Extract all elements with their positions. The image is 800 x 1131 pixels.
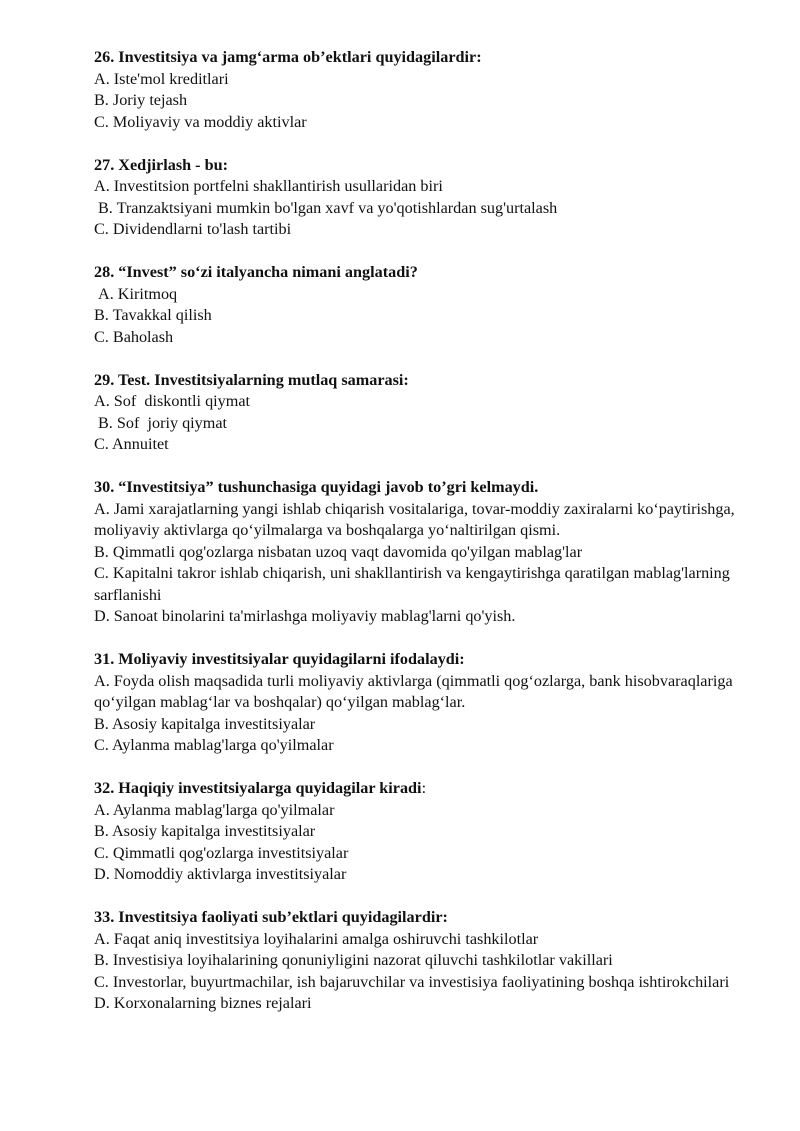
answer-option-b: B. Sof joriy qiymat bbox=[98, 413, 228, 432]
answer-option-c: C. Investorlar, buyurtmachilar, ish bajaruvchilar va investisiya faoliyatining boshqa ishtirokchilari bbox=[94, 972, 730, 991]
answer-option-a: A. Iste'mol kreditlari bbox=[94, 69, 229, 88]
question-title: 29. Test. Investitsiyalarning mutlaq samarasi: bbox=[94, 370, 409, 389]
answer-option-b: B. Asosiy kapitalga investitsiyalar bbox=[94, 714, 316, 733]
answer-option-c: C. Dividendlarni to'lash tartibi bbox=[94, 220, 292, 238]
answer-option-a: A. Aylanma mablag'larga qo'yilmalar bbox=[94, 800, 335, 819]
question-title-row bbox=[94, 778, 744, 800]
question-title-colon: : bbox=[421, 779, 427, 797]
answer-option-a: A. Sof diskontli qiymat bbox=[94, 392, 251, 410]
question-title: 28. “Invest” so‘zi italyancha nimani anglatadi? bbox=[94, 263, 418, 281]
question-30 bbox=[94, 477, 744, 628]
answer-option-a: A. Foyda olish maqsadida turli moliyaviy aktivlarga (qimmatli qog‘ozlarga, bank hisobvaraqlariga qo‘yilgan mablag‘lar va boshqalar) qo‘yilgan mablag‘lar. bbox=[94, 671, 733, 711]
answer-option-a: A. Jami xarajatlarning yangi ishlab chiqarish vositalariga, tovar-moddiy zaxiralarni ko‘paytirishga, moliyaviy aktivlarga qo‘yilmalarga va boshqalarga yo‘naltirilgan qismi. bbox=[94, 499, 735, 539]
answer-option-b: B. Tranzaktsiyani mumkin bo'lgan xavf va yo'qotishlardan sug'urtalash bbox=[98, 198, 558, 217]
answer-option-d: D. Korxonalarning biznes rejalari bbox=[94, 994, 312, 1012]
document-page bbox=[94, 47, 744, 1036]
answer-option-d: D. Nomoddiy aktivlarga investitsiyalar bbox=[94, 865, 347, 883]
answer-option-c: C. Qimmatli qog'ozlarga investitsiyalar bbox=[94, 843, 349, 862]
question-title: 31. Moliyaviy investitsiyalar quyidagilarni ifodalaydi: bbox=[94, 650, 465, 668]
question-title: 30. “Investitsiya” tushunchasiga quyidagi javob to’gri kelmaydi. bbox=[94, 478, 539, 496]
answer-option-a: A. Faqat aniq investitsiya loyihalarini amalga oshiruvchi tashkilotlar bbox=[94, 929, 539, 948]
answer-option-a: A. Investitsion portfelni shakllantirish usullaridan biri bbox=[94, 177, 443, 195]
answer-option-c: C. Kapitalni takror ishlab chiqarish, uni shakllantirish va kengaytirishga qaratilgan mablag'larning sarflanishi bbox=[94, 564, 730, 604]
question-title: 32. Haqiqiy investitsiyalarga quyidagilar kiradi bbox=[94, 779, 422, 797]
question-title: 27. Xedjirlash - bu: bbox=[94, 155, 229, 174]
answer-option-a: A. Kiritmoq bbox=[98, 284, 178, 303]
answer-option-c: C. Baholash bbox=[94, 327, 174, 346]
answer-option-b: B. Qimmatli qog'ozlarga nisbatan uzoq vaqt davomida qo'yilgan mablag'lar bbox=[94, 542, 583, 561]
question-29 bbox=[94, 370, 744, 456]
question-32 bbox=[94, 778, 744, 886]
question-31 bbox=[94, 649, 744, 757]
answer-option-c: C. Moliyaviy va moddiy aktivlar bbox=[94, 112, 307, 131]
answer-option-d: D. Sanoat binolarini ta'mirlashga moliyaviy mablag'larni qo'yish. bbox=[94, 607, 516, 625]
question-title: 26. Investitsiya va jamg‘arma ob’ektlari quyidagilardir: bbox=[94, 48, 482, 66]
answer-option-b: B. Tavakkal qilish bbox=[94, 306, 212, 324]
answer-option-c: C. Annuitet bbox=[94, 435, 169, 453]
question-27 bbox=[94, 155, 744, 241]
question-title: 33. Investitsiya faoliyati sub’ektlari quyidagilardir: bbox=[94, 908, 448, 926]
question-28 bbox=[94, 262, 744, 348]
answer-option-b: B. Investisiya loyihalarining qonuniyligini nazorat qiluvchi tashkilotlar vakillari bbox=[94, 951, 613, 969]
question-26 bbox=[94, 47, 744, 133]
answer-option-b: B. Joriy tejash bbox=[94, 91, 188, 109]
answer-option-c: C. Aylanma mablag'larga qo'yilmalar bbox=[94, 736, 334, 754]
question-33 bbox=[94, 907, 744, 1015]
answer-option-b: B. Asosiy kapitalga investitsiyalar bbox=[94, 822, 316, 840]
